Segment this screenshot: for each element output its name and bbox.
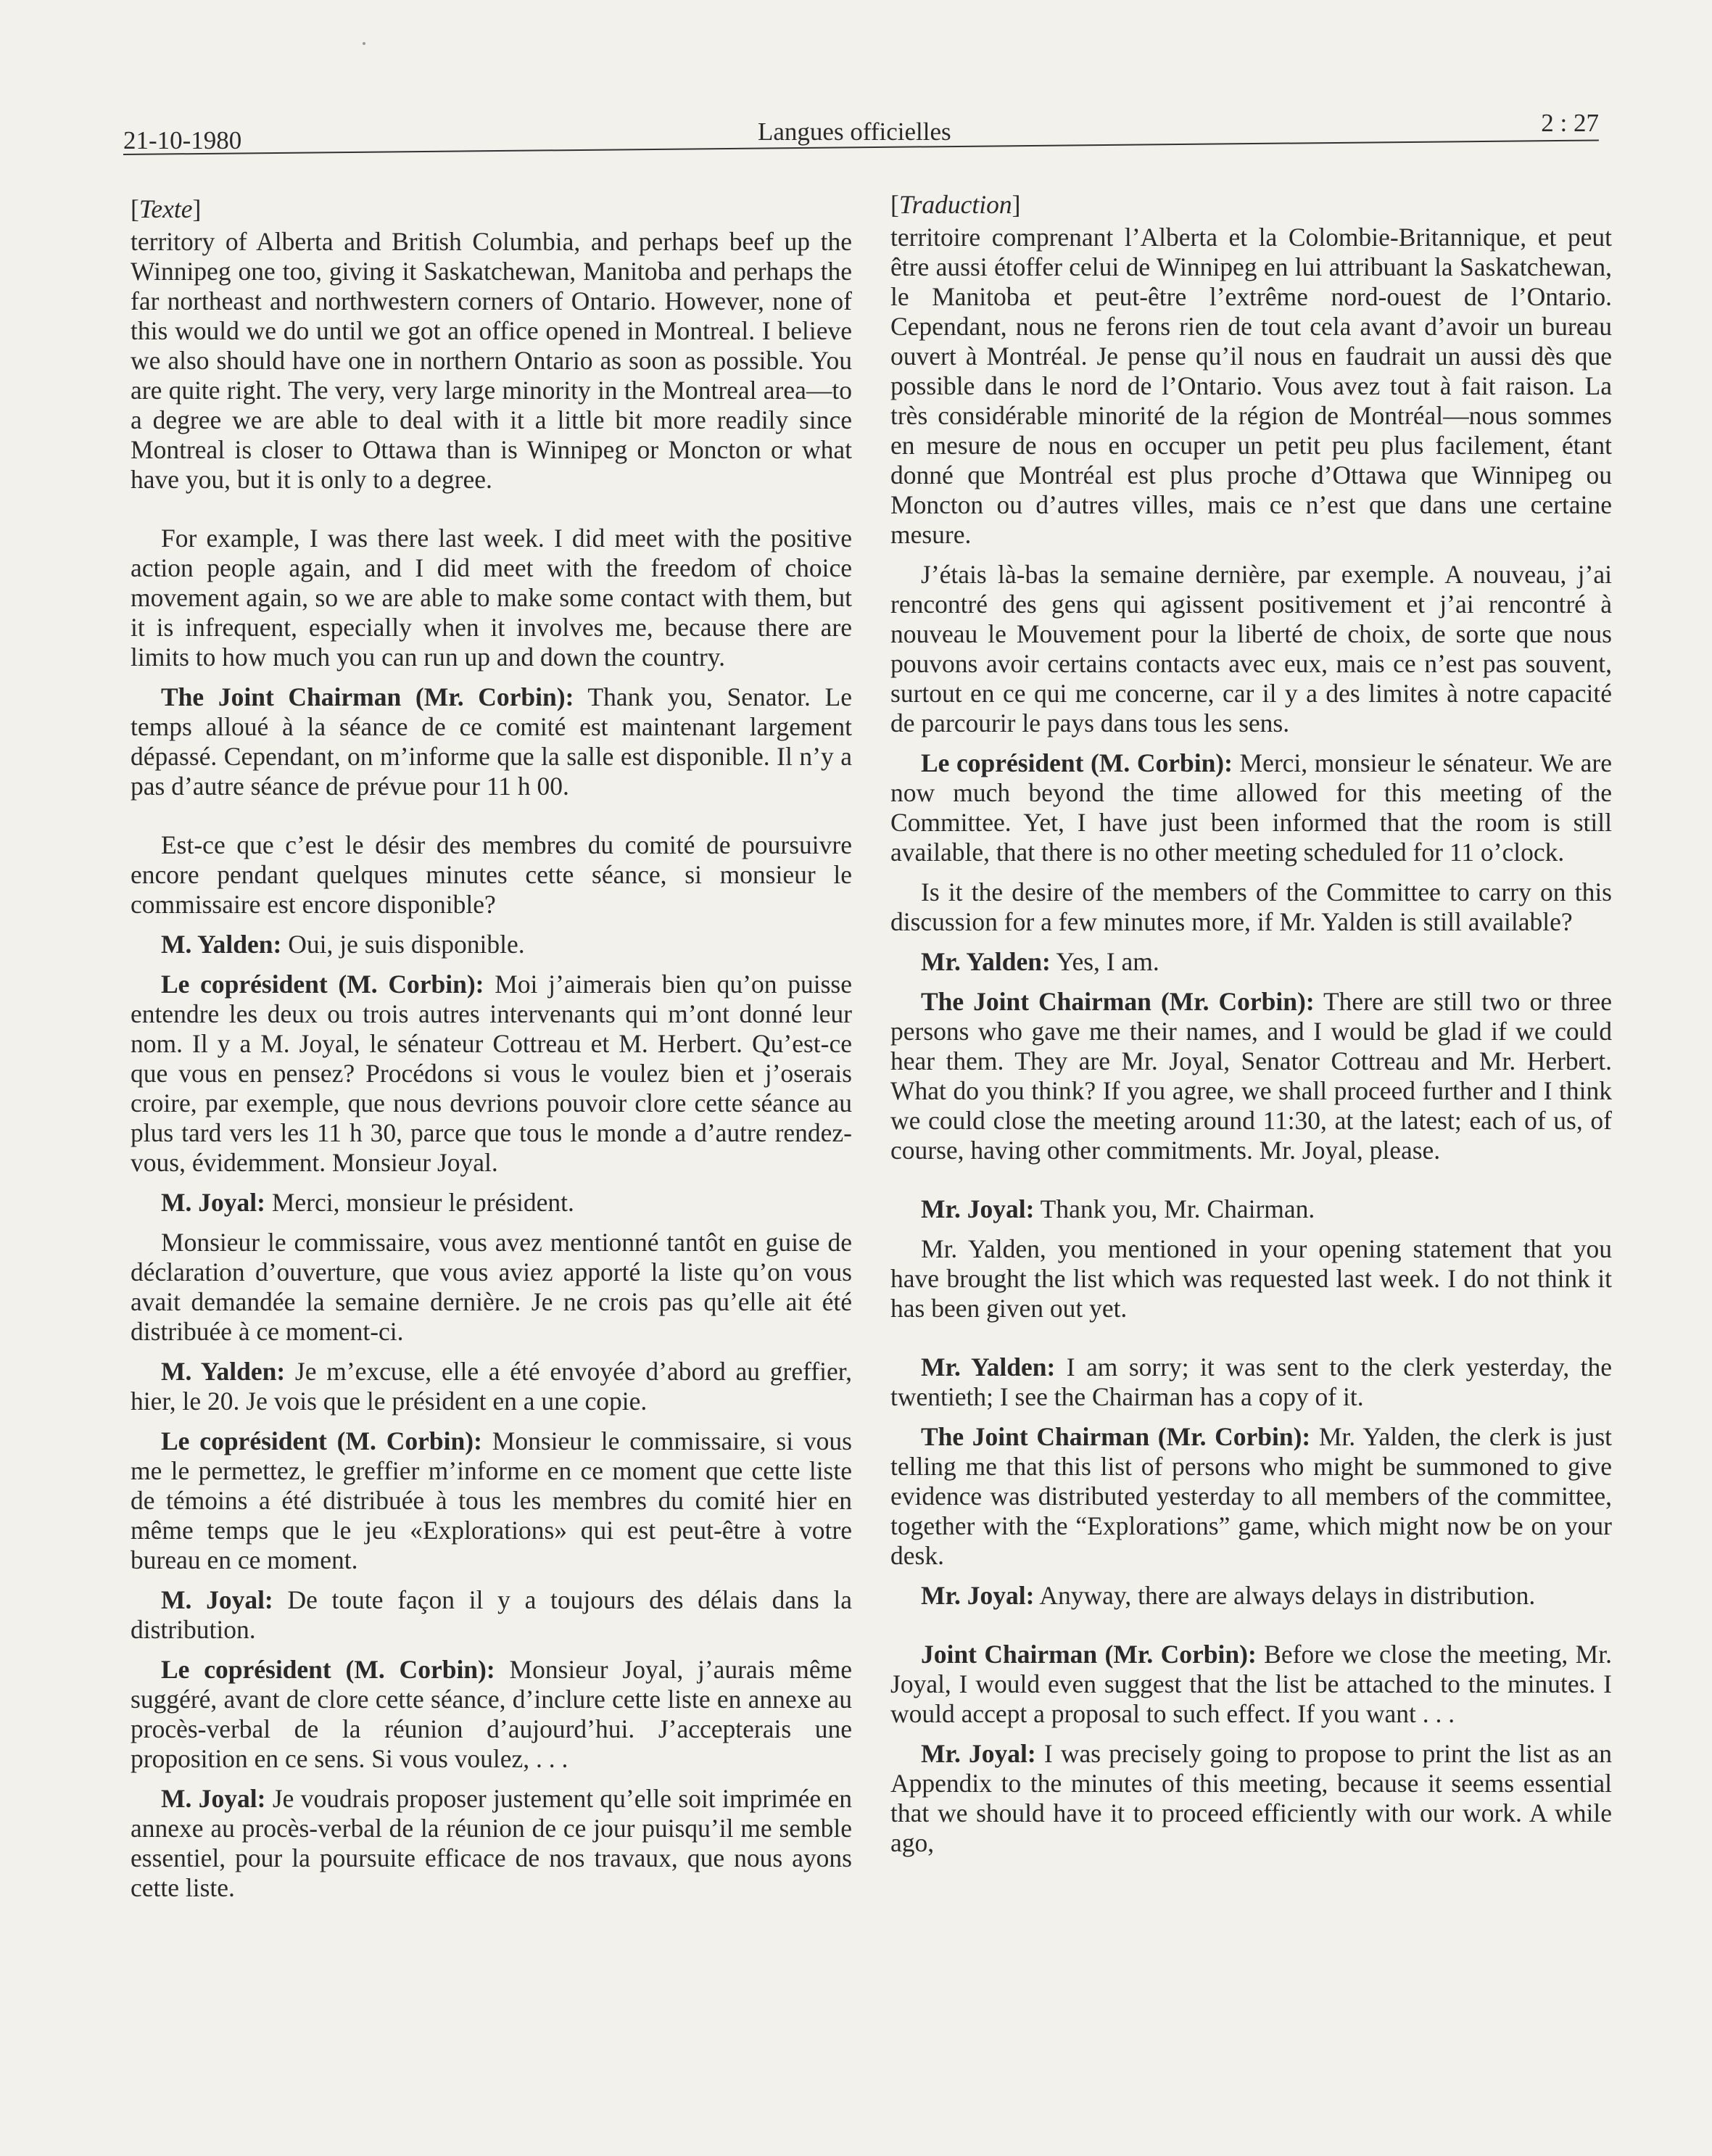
paragraph: Est-ce que c’est le désir des membres du comité de poursuivre encore pendant quelques minutes cette séance, si monsieur le commissaire est encore disponible? [131, 830, 852, 919]
paragraph: Mr. Yalden: Yes, I am. [921, 947, 1159, 976]
speaker-name: The Joint Chairman (Mr. Corbin): [921, 987, 1315, 1016]
speaker-name: Le coprésident (M. Corbin): [161, 970, 484, 999]
speaker-name: M. Yalden: [161, 1357, 286, 1386]
paragraph: M. Yalden: Oui, je suis disponible. [161, 930, 525, 959]
speaker-name: M. Joyal: [161, 1188, 265, 1217]
paragraph: Monsieur le commissaire, vous avez mentionné tantôt en guise de déclaration d’ouverture, que vous aviez apporté la liste qu’on vous avait demandée la semaine dernière. Je ne crois pas qu’elle ait été distribuée à ce moment-ci. [131, 1228, 852, 1346]
speaker-name: Mr. Joyal: [921, 1194, 1035, 1223]
paragraph: The Joint Chairman (Mr. Corbin): Thank you, Senator. Le temps alloué à la séance de ce comité est maintenant largement dépassé. Cependant, on m’informe que la salle est disponible. Il n’y a pas d’autre séance de prévue pour 11 h 00. [131, 682, 852, 801]
paragraph: Le coprésident (M. Corbin): Monsieur le commissaire, si vous me le permettez, le greffier m’informe en ce moment que cette liste de témoins a été distribuée à tous les membres du comité hier en même temps que le jeu «Explorations» qui est peut-être à votre bureau en ce moment. [131, 1426, 852, 1574]
paragraph: Le coprésident (M. Corbin): Merci, monsieur le sénateur. We are now much beyond the time allowed for this meeting of the Committee. Yet, I have just been informed that the room is still available, that there is no other meeting scheduled for 11 o’clock. [890, 748, 1612, 867]
paragraph: J’étais là-bas la semaine dernière, par exemple. A nouveau, j’ai rencontré des gens qui agissent positivement et j’ai rencontré à nouveau le Mouvement pour la liberté de choix, de sorte que nous pouvons avoir certains contacts avec eux, mais ce n’est pas souvent, surtout en ce qui me concerne, car il y a des limites à notre capacité de parcourir le pays dans tous les sens. [890, 560, 1612, 738]
paragraph: Joint Chairman (Mr. Corbin): Before we close the meeting, Mr. Joyal, I would even suggest that the list be attached to the minutes. I would accept a proposal to such effect. If you want . . . [890, 1640, 1612, 1728]
speaker-name: M. Yalden: [161, 930, 282, 959]
paragraph: Mr. Joyal: Anyway, there are always delays in distribution. [921, 1581, 1536, 1610]
paragraph: territory of Alberta and British Columbia, and perhaps beef up the Winnipeg one too, giving it Saskatchewan, Manitoba and perhaps the far northeast and northwestern corners of Ontario. However, none of this would we do until we got an office opened in Montreal. I believe we also should have one in northern Ontario as soon as possible. You are quite right. The very, very large minority in the Montreal area—to a degree we are able to deal with it a little bit more readily since Montreal is closer to Ottawa than is Winnipeg or Moncton or what have you, but it is only to a degree. [131, 227, 852, 494]
speaker-name: M. Joyal: [161, 1585, 273, 1614]
left-column [131, 194, 852, 1913]
paragraph: Le coprésident (M. Corbin): Monsieur Joyal, j’aurais même suggéré, avant de clore cette séance, d’inclure cette liste en annexe au procès-verbal de la réunion d’aujourd’hui. J’accepterais une proposition en ce sens. Si vous voulez, . . . [131, 1655, 852, 1773]
paragraph: M. Joyal: De toute façon il y a toujours des délais dans la distribution. [131, 1585, 852, 1644]
speaker-name: Mr. Yalden: [921, 1352, 1056, 1381]
right-column [890, 190, 1612, 1868]
speaker-name: Le coprésident (M. Corbin): [161, 1426, 482, 1455]
paragraph: M. Joyal: Je voudrais proposer justement qu’elle soit imprimée en annexe au procès-verbal de la réunion de ce jour puisqu’il me semble essentiel, pour la poursuite efficace de nos travaux, que nous ayons cette liste. [131, 1784, 852, 1902]
paragraph: Mr. Yalden, you mentioned in your opening statement that you have brought the list which was requested last week. I do not think it has been given out yet. [890, 1234, 1612, 1323]
paragraph: Mr. Joyal: I was precisely going to propose to print the list as an Appendix to the minutes of this meeting, because it seems essential that we should have it to proceed efficiently with our work. A while ago, [890, 1739, 1612, 1857]
speaker-name: Mr. Joyal: [921, 1739, 1036, 1768]
page-number: 2 : 27 [1541, 109, 1599, 137]
speaker-name: Mr. Joyal: [921, 1581, 1035, 1610]
paragraph: The Joint Chairman (Mr. Corbin): There are still two or three persons who gave me their names, and I would be glad if we could hear them. They are Mr. Joyal, Senator Cottreau and Mr. Herbert. What do you think? If you agree, we shall proceed further and I think we could close the meeting around 11:30, at the latest; each of us, of course, having other commitments. Mr. Joyal, please. [890, 987, 1612, 1165]
speaker-name: Mr. Yalden: [921, 947, 1051, 976]
page-header [123, 109, 1599, 152]
paragraph: M. Yalden: Je m’excuse, elle a été envoyée d’abord au greffier, hier, le 20. Je vois que le président en a une copie. [131, 1357, 852, 1416]
paragraph: territoire comprenant l’Alberta et la Colombie-Britannique, et peut être aussi étoffer celui de Winnipeg en lui attribuant la Saskatchewan, le Manitoba et peut-être l’extrême nord-ouest de l’Ontario. Cependant, nous ne ferons rien de tout cela avant d’avoir un bureau ouvert à Montréal. Je pense qu’il nous en faudrait un aussi dès que possible dans le nord de l’Ontario. Vous avez tout à fait raison. La très considérable minorité de la région de Montréal—nous sommes en mesure de nous en occuper un petit peu plus facilement, étant donné que Montréal est plus proche d’Ottawa que Winnipeg ou Moncton ou d’autres villes, mais ce n’est que dans une certaine mesure. [890, 223, 1612, 549]
paper-speck [363, 42, 365, 45]
speaker-name: Joint Chairman (Mr. Corbin): [921, 1640, 1257, 1669]
speaker-name: The Joint Chairman (Mr. Corbin): [921, 1422, 1311, 1451]
paragraph: Le coprésident (M. Corbin): Moi j’aimerais bien qu’on puisse entendre les deux ou trois autres intervenants qui m’ont donné leur nom. Il y a M. Joyal, le sénateur Cottreau et M. Herbert. Qu’est-ce que vous en pensez? Procédons si vous le voulez bien et j’oserais croire, par exemple, que nous devrions pouvoir clore cette séance au plus tard vers les 11 h 30, parce que tous le monde a d’autre rendez-vous, évidemment. Monsieur Joyal. [131, 970, 852, 1177]
speaker-name: Le coprésident (M. Corbin): [161, 1655, 495, 1684]
language-tag-left-text: Texte [138, 194, 193, 223]
paragraph: Mr. Yalden: I am sorry; it was sent to the clerk yesterday, the twentieth; I see the Chairman has a copy of it. [890, 1352, 1612, 1411]
header-title: Langues officielles [758, 117, 951, 146]
speaker-name: M. Joyal: [161, 1784, 266, 1813]
paragraph: Mr. Joyal: Thank you, Mr. Chairman. [921, 1194, 1315, 1223]
header-date: 21-10-1980 [123, 126, 242, 154]
speaker-name: The Joint Chairman (Mr. Corbin): [161, 682, 574, 711]
paragraph: Is it the desire of the members of the Committee to carry on this discussion for a few minutes more, if Mr. Yalden is still available? [890, 877, 1612, 936]
paragraph: For example, I was there last week. I did meet with the positive action people again, and I did meet with the freedom of choice movement again, so we are able to make some contact with them, but it is infrequent, especially when it involves me, because there are limits to how much you can run up and down the country. [131, 524, 852, 672]
paragraph: The Joint Chairman (Mr. Corbin): Mr. Yalden, the clerk is just telling me that this list of persons who might be summoned to give evidence was distributed yesterday to all members of the committee, together with the “Explorations” game, which might now be on your desk. [890, 1422, 1613, 1570]
language-tag-left: [Texte] [131, 194, 202, 223]
paragraph: M. Joyal: Merci, monsieur le président. [161, 1188, 574, 1217]
language-tag-right-text: Traduction [898, 190, 1012, 219]
speaker-name: Le coprésident (M. Corbin): [921, 748, 1233, 777]
language-tag-right: [Traduction] [890, 190, 1021, 219]
